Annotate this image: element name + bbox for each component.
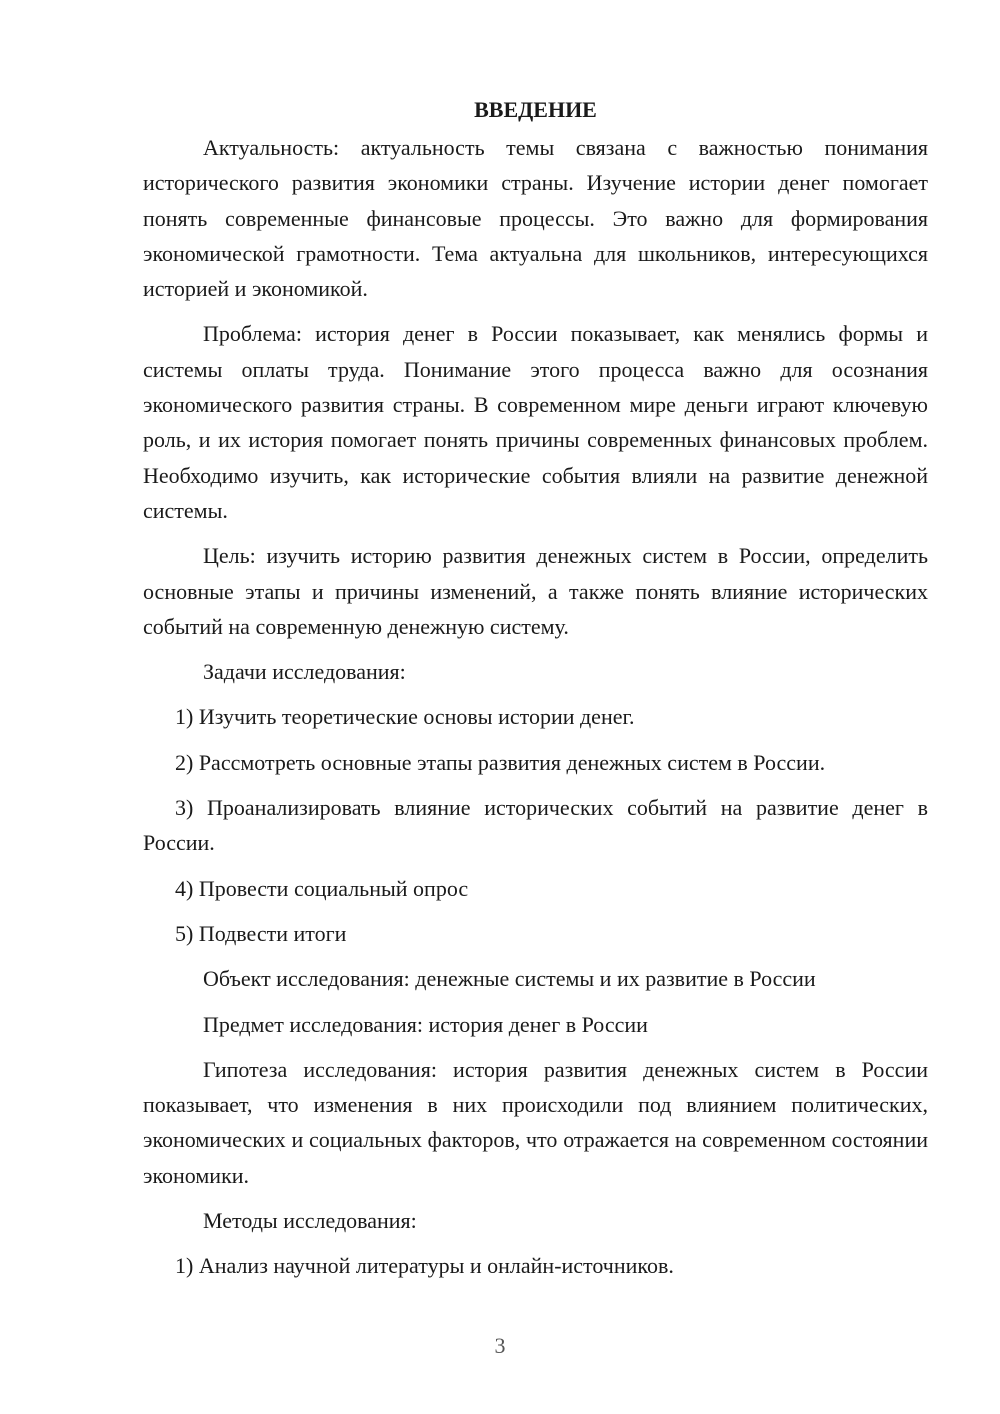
paragraph-subject: Предмет исследования: история денег в России [203, 1011, 648, 1037]
tasks-heading: Задачи исследования: [203, 659, 406, 685]
paragraph-object: Объект исследования: денежные системы и их развитие в России [203, 966, 816, 992]
paragraph-goal: Цель: изучить историю развития денежных систем в России, определить основные этапы и причины изменений, а также понять влияние исторических событий на современную денежную систему. [143, 543, 928, 639]
task-item-4: 4) Провести социальный опрос [175, 875, 469, 901]
task-item-5: 5) Подвести итоги [175, 920, 347, 946]
task-item-3: 3) Проанализировать влияние исторических событий на развитие денег в России. [143, 795, 928, 856]
document-page [143, 92, 928, 1294]
page-number: 3 [494, 1333, 506, 1358]
paragraph-problem: Проблема: история денег в России показывает, как менялись формы и системы оплаты труда. Понимание этого процесса важно для осознания экономического развития страны. В современном мире деньги играют ключевую роль, и их история помогает понять причины современных финансовых проблем. Необходимо изучить, как исторические события влияли на развитие денежной системы. [143, 321, 928, 523]
paragraph-hypothesis: Гипотеза исследования: история развития денежных систем в России показывает, что изменения в них происходили под влиянием политических, экономических и социальных факторов, что отражается на современном состоянии экономики. [143, 1056, 928, 1188]
task-item-2: 2) Рассмотреть основные этапы развития денежных систем в России. [175, 749, 826, 775]
methods-heading: Методы исследования: [203, 1208, 417, 1234]
method-item-1: 1) Анализ научной литературы и онлайн-источников. [175, 1253, 674, 1279]
paragraph-relevance: Актуальность: актуальность темы связана с важностью понимания исторического развития экономики страны. Изучение истории денег помогает понять современные финансовые процессы. Это важно для формирования экономической грамотности. Тема актуальна для школьников, интересующихся историей и экономикой. [143, 135, 928, 302]
task-item-1: 1) Изучить теоретические основы истории денег. [175, 704, 635, 730]
section-title: ВВЕДЕНИЕ [474, 97, 597, 122]
